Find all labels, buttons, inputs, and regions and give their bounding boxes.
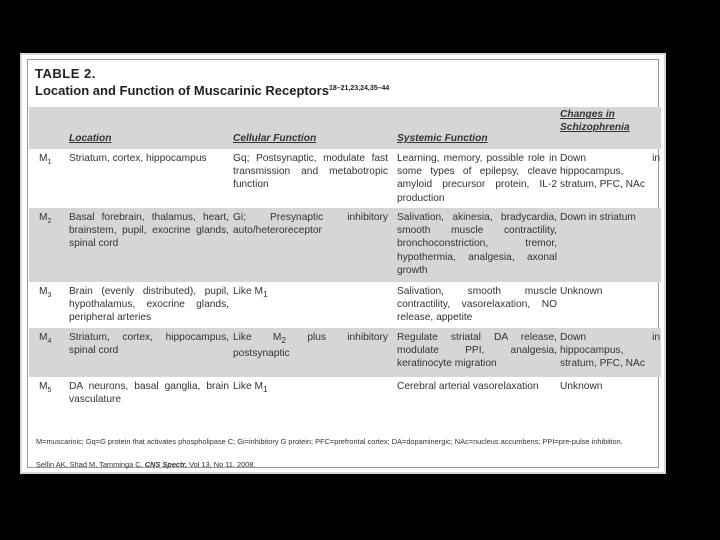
systemic-function-cell: Regulate striatal DA release, modulate PPI, analgesia, keratinocyte migration: [397, 332, 557, 370]
cellular-function-cell: Gq; Postsynaptic, modulate fast transmission and metabotropic function: [233, 153, 388, 191]
receptor-label: [39, 380, 69, 397]
table-row: [29, 208, 661, 282]
header-location: Location: [69, 133, 112, 144]
table-row: [29, 328, 661, 377]
systemic-function-cell: Salivation, smooth muscle contractility, vasorelaxation, NO release, appetite: [397, 286, 557, 324]
systemic-function-cell: Learning, memory, possible role in some types of epilepsy, cleave amyloid precursor protein, IL-2 production: [397, 153, 557, 204]
schizophrenia-change-cell: Down in hippocampus, stratum, PFC, NAc: [560, 332, 660, 370]
header-systemic-function: Systemic Function: [397, 133, 488, 144]
receptor-letter: M: [39, 381, 48, 392]
schizophrenia-change-cell: Down in hippocampus, stratum, PFC, NAc: [560, 153, 660, 191]
cellular-like-text: Like M: [233, 332, 282, 343]
location-cell: Striatum, cortex, hippocampus, spinal cord: [69, 332, 229, 357]
location-cell: Striatum, cortex, hippocampus: [69, 153, 207, 164]
table-panel: [27, 59, 659, 468]
citation-authors: Sellin AK, Shad M, Tamminga C.: [36, 460, 145, 469]
table-citation: [36, 460, 256, 469]
cellular-function-cell: [233, 285, 388, 301]
receptor-subscript: 4: [47, 338, 52, 346]
citation-volume: Vol 13, No 11. 2008.: [187, 460, 256, 469]
table-label: TABLE 2.: [35, 66, 96, 81]
location-cell: Basal forebrain, thalamus, heart, brainstem, pupil, exocrine glands, spinal cord: [69, 212, 229, 250]
receptor-letter: M: [39, 212, 48, 223]
table-title: [35, 83, 389, 98]
receptor-letter: M: [39, 332, 48, 343]
header-changes-schizophrenia: Changes in Schizophrenia: [560, 109, 630, 133]
cellular-like-subscript: 1: [263, 384, 268, 395]
table-row: [29, 149, 661, 208]
header-cellular-function: Cellular Function: [233, 133, 317, 144]
table-row: [29, 282, 661, 328]
receptor-label: [39, 152, 69, 169]
location-cell: Brain (evenly distributed), pupil, hypothalamus, exocrine glands, peripheral arteries: [69, 286, 229, 324]
cellular-like-subscript: 2: [281, 335, 287, 346]
schizophrenia-change-cell: Down in striatum: [560, 212, 636, 223]
receptor-subscript: 1: [47, 159, 52, 167]
cellular-like-text: Like M: [233, 286, 264, 297]
table-frame: [20, 53, 666, 474]
cellular-like-subscript: 1: [263, 289, 268, 300]
receptor-label: [39, 285, 69, 302]
location-cell: DA neurons, basal ganglia, brain vasculature: [69, 381, 229, 406]
schizophrenia-change-cell: Unknown: [560, 286, 603, 297]
table-row: [29, 377, 661, 410]
receptor-letter: M: [39, 286, 48, 297]
receptor-subscript: 3: [47, 292, 52, 300]
systemic-function-cell: Cerebral arterial vasorelaxation: [397, 381, 539, 392]
cellular-like-text: Like M: [233, 381, 264, 392]
schizophrenia-change-cell: Unknown: [560, 381, 603, 392]
receptor-table: [29, 107, 661, 410]
cellular-function-cell: [233, 380, 388, 396]
systemic-function-cell: Salivation, akinesia, bradycardia, smooth muscle contractility, bronchoconstriction, tremor, hypothermia, analgesia, axonal growth: [397, 212, 557, 276]
table-footnote: M=muscarinic; Gq=G protein that activates phospholipase C; Gi=inhibitory G protein; PFC=prefrontal cortex; DA=dopaminergic; NAc=nucleus accumbens; PPI=pre-pulse inhibition.: [36, 437, 623, 446]
receptor-label: [39, 211, 69, 228]
receptor-subscript: 2: [47, 218, 52, 226]
receptor-letter: M: [39, 153, 48, 164]
cellular-function-cell: Gi; Presynaptic inhibitory auto/heteroreceptor: [233, 212, 388, 237]
cellular-function-cell: [233, 331, 388, 360]
citation-journal: CNS Spectr.: [144, 460, 188, 469]
cellular-extra-text: plus inhibitory postsynaptic: [233, 332, 388, 360]
table-title-refs: 18–21,23,24,35–44: [328, 85, 390, 92]
table-title-text: Location and Function of Muscarinic Receptors: [35, 83, 329, 98]
receptor-subscript: 5: [47, 387, 52, 395]
receptor-label: [39, 331, 69, 348]
table-header-row: [29, 107, 661, 149]
